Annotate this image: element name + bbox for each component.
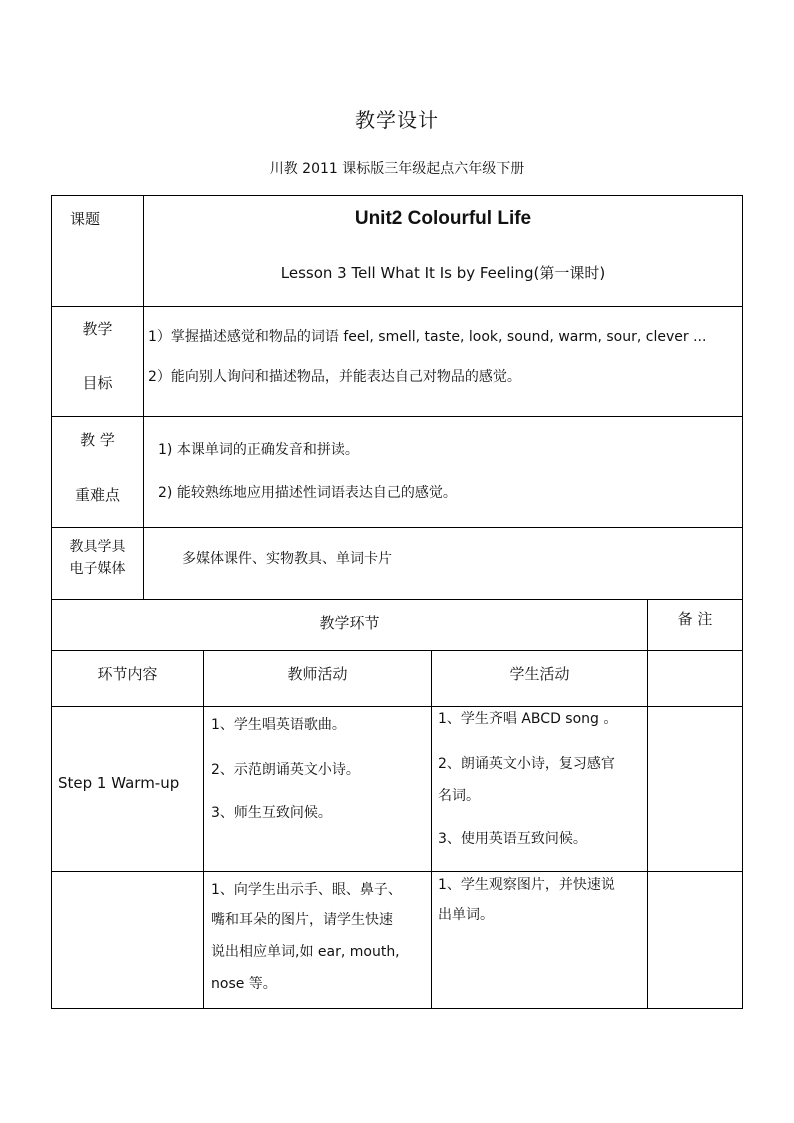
teacher-activity-line: 说出相应单词,如 ear, mouth, (211, 944, 400, 960)
student-activity-line: 1、学生观察图片，并快速说 (438, 877, 615, 893)
document-subtitle: 川教 2011 课标版三年级起点六年级下册 (269, 161, 525, 177)
teacher-activity-line: nose 等。 (211, 976, 277, 992)
goals-label-line2: 目标 (82, 374, 113, 392)
topic-label: 课题 (70, 210, 101, 228)
lesson-title: Lesson 3 Tell What It Is by Feeling(第一课时) (280, 264, 606, 282)
step-name: Step 1 Warm-up (58, 774, 180, 792)
column-divider (203, 650, 204, 1009)
goals-label-line1: 教学 (82, 320, 113, 338)
row-divider (52, 871, 742, 872)
goal-item-1: 1）掌握描述感觉和物品的词语 feel, smell, taste, look, sound, warm, sour, clever ... (148, 329, 707, 345)
column-header-teacher: 教师活动 (287, 665, 348, 683)
document-title: 教学设计 (355, 108, 439, 132)
media-label-line2: 电子媒体 (69, 561, 126, 577)
row-divider (52, 706, 742, 707)
difficulty-item-1: 1) 本课单词的正确发音和拼读。 (158, 442, 359, 458)
column-divider (143, 196, 144, 599)
teacher-activity-line: 2、示范朗诵英文小诗。 (211, 762, 360, 778)
goal-item-2: 2）能向别人询问和描述物品，并能表达自己对物品的感觉。 (148, 369, 521, 385)
media-label-line1: 教具学具 (69, 539, 126, 555)
column-header-content: 环节内容 (97, 665, 158, 683)
student-activity-line: 1、学生齐唱 ABCD song 。 (438, 711, 618, 727)
media-content: 多媒体课件、实物教具、单词卡片 (182, 551, 392, 567)
column-divider (431, 650, 432, 1009)
row-divider (52, 650, 742, 651)
row-divider (52, 306, 742, 307)
student-activity-line: 出单词。 (438, 907, 494, 923)
teacher-activity-line: 嘴和耳朵的图片，请学生快速 (211, 912, 393, 928)
remarks-header: 备 注 (677, 610, 713, 628)
difficulty-item-2: 2) 能较熟练地应用描述性词语表达自己的感觉。 (158, 485, 457, 501)
student-activity-line: 3、使用英语互致问候。 (438, 831, 587, 847)
column-header-student: 学生活动 (509, 665, 570, 683)
teacher-activity-line: 1、学生唱英语歌曲。 (211, 717, 346, 733)
difficulties-label-line2: 重难点 (74, 486, 120, 504)
lesson-plan-table (51, 195, 743, 1009)
process-header: 教学环节 (319, 614, 380, 632)
unit-title: Unit2 Colourful Life (354, 208, 532, 229)
row-divider (52, 527, 742, 528)
teacher-activity-line: 1、向学生出示手、眼、鼻子、 (211, 882, 402, 898)
teacher-activity-line: 3、师生互致问候。 (211, 805, 332, 821)
row-divider (52, 599, 742, 600)
student-activity-line: 2、朗诵英文小诗，复习感官 (438, 756, 615, 772)
column-divider (647, 599, 648, 1009)
row-divider (52, 416, 742, 417)
student-activity-line: 名词。 (438, 788, 480, 804)
difficulties-label-line1: 教 学 (80, 431, 115, 449)
